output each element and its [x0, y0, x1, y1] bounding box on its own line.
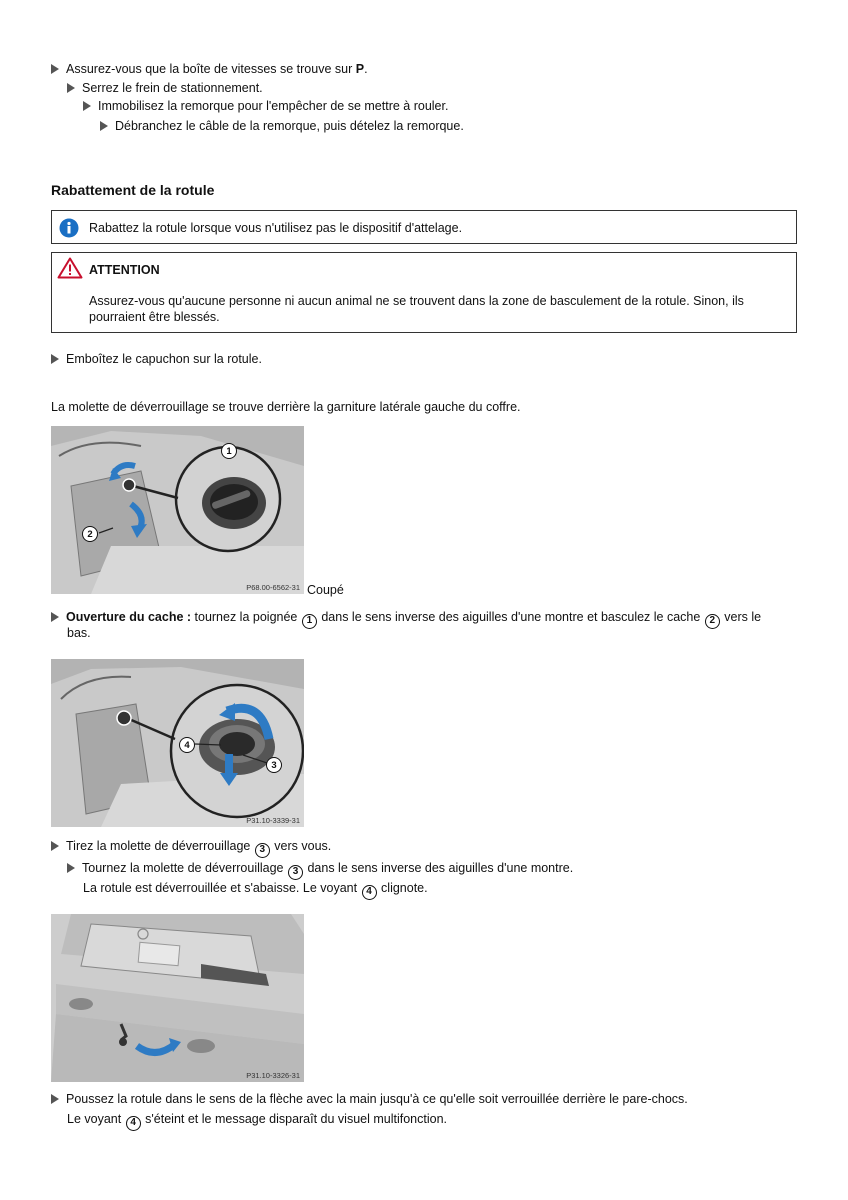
ref-number: 3	[288, 865, 303, 880]
callout-3: 3	[266, 757, 282, 773]
callout-4: 4	[179, 737, 195, 753]
info-box	[51, 210, 797, 244]
figure-release-wheel	[51, 659, 304, 827]
warning-text-line1: Assurez-vous qu'aucune personne ni aucun animal ne se trouvent dans la zone de basculement de la rotule. Sinon, ils	[89, 294, 744, 308]
warning-title: ATTENTION	[89, 263, 160, 277]
ref-number: 4	[126, 1116, 141, 1131]
callout-2: 2	[82, 526, 98, 542]
step-cap: Emboîtez le capuchon sur la rotule.	[51, 351, 262, 367]
step-arrow-icon	[51, 64, 59, 74]
ref-number: 3	[255, 843, 270, 858]
step-pull-wheel: Tirez la molette de déverrouillage 3 vers vous.	[51, 838, 331, 858]
result-unlocked: La rotule est déverrouillée et s'abaisse. Le voyant 4 clignote.	[83, 880, 428, 900]
step-immobilize-trailer: Immobilisez la remorque pour l'empêcher de se mettre à rouler.	[83, 98, 448, 114]
result-indicator-off: Le voyant 4 s'éteint et le message disparaît du visuel multifonction.	[67, 1111, 447, 1131]
step-gearbox: Assurez-vous que la boîte de vitesses se trouve sur P.	[51, 61, 368, 77]
step-open-cover: Ouverture du cache : tournez la poignée 1 dans le sens inverse des aiguilles d'une montre et basculez le cache 2 vers le	[51, 609, 761, 629]
step-arrow-icon	[51, 612, 59, 622]
warning-box	[51, 252, 797, 333]
section-title: Rabattement de la rotule	[51, 182, 215, 198]
step-arrow-icon	[67, 83, 75, 93]
step-arrow-icon	[51, 354, 59, 364]
warning-triangle-icon	[57, 257, 83, 279]
ref-number: 4	[362, 885, 377, 900]
release-wheel-illustration	[51, 659, 304, 827]
info-text: Rabattez la rotule lorsque vous n'utilisez pas le dispositif d'attelage.	[89, 221, 463, 235]
figure-trunk-cover	[51, 426, 304, 594]
step-turn-wheel: Tournez la molette de déverrouillage 3 dans le sens inverse des aiguilles d'une montre.	[67, 860, 573, 880]
callout-1: 1	[221, 443, 237, 459]
trunk-illustration	[51, 426, 304, 594]
step-arrow-icon	[67, 863, 75, 873]
step-arrow-icon	[51, 1094, 59, 1104]
intro-text: La molette de déverrouillage se trouve derrière la garniture latérale gauche du coffre.	[51, 400, 521, 414]
step-arrow-icon	[51, 841, 59, 851]
rear-bumper-illustration	[51, 914, 304, 1082]
figure-rear-bumper	[51, 914, 304, 1082]
info-icon	[59, 218, 79, 238]
step-disconnect-trailer: Débranchez le câble de la remorque, puis dételez la remorque.	[100, 118, 464, 134]
step-arrow-icon	[83, 101, 91, 111]
step-open-cover-cont: bas.	[67, 626, 91, 640]
warning-text-line2: pourraient être blessés.	[89, 310, 220, 324]
step-parking-brake: Serrez le frein de stationnement.	[67, 80, 263, 96]
figure-caption: Coupé	[307, 583, 344, 597]
figure-code: P68.00-6562-31	[246, 583, 300, 592]
step-arrow-icon	[100, 121, 108, 131]
figure-code: P31.10-3339-31	[246, 816, 300, 825]
figure-code: P31.10-3326-31	[246, 1071, 300, 1080]
ref-number: 1	[302, 614, 317, 629]
ref-number: 2	[705, 614, 720, 629]
step-push-ball: Poussez la rotule dans le sens de la flèche avec la main jusqu'à ce qu'elle soit verrouillée derrière le pare-chocs.	[51, 1091, 688, 1107]
